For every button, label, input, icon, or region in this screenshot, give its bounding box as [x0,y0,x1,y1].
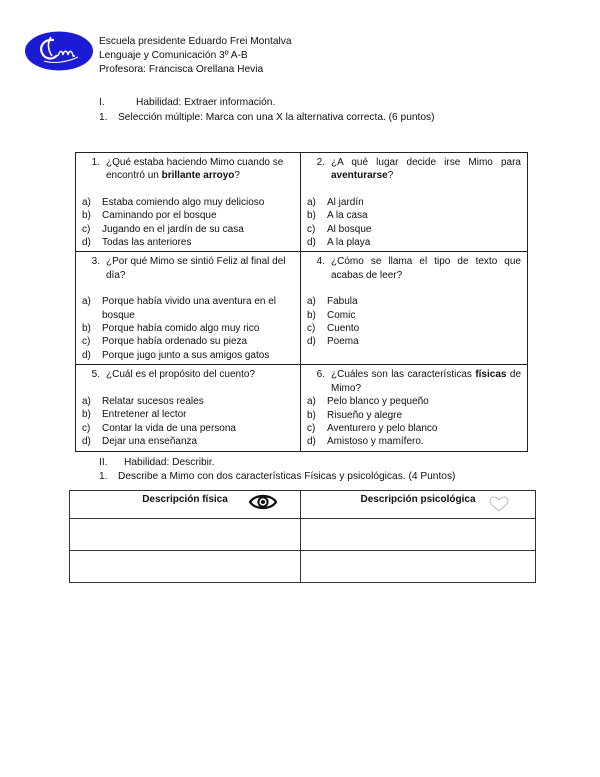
option-2b[interactable] [307,209,521,222]
option-letter: a) [82,296,91,308]
question-text-end: de Mimo? [331,369,522,394]
question-number: 1. [91,157,100,168]
option-text: Al jardín [327,196,364,208]
option-3c[interactable] [82,335,294,348]
option-letter: b) [82,210,91,222]
option-1b[interactable] [82,209,294,222]
section2-title: Habilidad: Describir. [124,457,215,468]
heart-icon [489,496,509,512]
section2-instruction: Describe a Mimo con dos características Físicas y psicológicas. (4 Puntos) [118,471,456,482]
option-letter: d) [307,237,316,249]
option-letter: d) [307,436,316,448]
question-1-cell [76,153,301,252]
option-5b[interactable] [82,408,294,421]
question-number: 6. [316,369,325,381]
psychological-description-header [301,491,536,519]
question-text: ¿Por qué Mimo se sintió Feliz al final del día? [106,256,286,281]
option-letter: b) [82,409,91,421]
option-letter: b) [307,210,316,222]
question-keyword: físicas [475,369,507,381]
option-4a[interactable] [307,295,521,308]
option-4c[interactable] [307,322,521,335]
question-text: ¿Cómo se llama el tipo de texto que acabas de leer? [331,256,521,281]
option-text: Todas las anteriores [102,237,192,249]
question-5-cell [76,365,301,451]
option-6a[interactable] [307,395,521,408]
option-text: Al bosque [327,223,372,235]
section2-item-number: 1. [99,471,108,482]
option-letter: c) [307,223,316,235]
option-2d[interactable] [307,236,521,249]
option-1d[interactable] [82,236,294,249]
option-5a[interactable] [82,395,294,408]
physical-answer-2[interactable] [70,551,301,583]
option-1a[interactable] [82,196,294,209]
option-text: Porque jugo junto a sus amigos gatos [102,349,270,361]
option-5c[interactable] [82,422,294,435]
question-6 [307,368,521,395]
option-3a[interactable] [82,295,294,322]
option-text: Estaba comiendo algo muy delicioso [102,196,265,208]
course-name: Lenguaje y Comunicación 3º A-B [99,50,248,61]
option-text: Cuento [327,323,360,335]
option-2a[interactable] [307,196,521,209]
option-letter: b) [307,409,316,421]
option-text: Caminando por el bosque [102,210,217,222]
psychological-answer-1[interactable] [301,519,536,551]
option-5d[interactable] [82,435,294,448]
question-keyword: aventurarse [331,170,388,182]
option-letter: a) [82,196,91,208]
option-1c[interactable] [82,223,294,236]
question-text: ¿Cuál es el propósito del cuento? [106,369,255,381]
option-text: A la casa [327,210,368,222]
question-number: 2. [316,157,325,168]
option-letter: a) [307,196,316,208]
section2-numeral: II. [99,457,108,468]
question-text: ¿A qué lugar decide irse Mimo para [331,157,521,168]
physical-answer-1[interactable] [70,519,301,551]
question-text-end: ? [387,170,394,182]
option-letter: d) [307,336,316,348]
option-text: Jugando en el jardín de su casa [102,223,244,235]
option-letter: a) [307,296,316,308]
question-text: ¿Cuáles son las características [331,369,476,381]
question-number: 3. [91,256,100,268]
option-letter: d) [82,237,91,249]
option-letter: b) [82,323,91,335]
psychological-answer-2[interactable] [301,551,536,583]
eye-icon [248,492,278,512]
question-2-cell [301,153,528,252]
description-table [69,490,536,583]
option-letter: c) [307,422,316,434]
option-text: Porque había comido algo muy rico [102,323,260,335]
option-4d[interactable] [307,335,521,348]
school-logo [24,31,94,71]
question-1 [82,156,294,183]
option-3d[interactable] [82,349,294,362]
option-text: Pelo blanco y pequeño [327,396,429,408]
option-text: Comic [327,309,356,321]
option-letter: a) [307,396,316,408]
option-text: Porque había ordenado su pieza [102,336,248,348]
option-3b[interactable] [82,322,294,335]
physical-description-label: Descripción física [142,494,228,505]
section1-item-number: 1. [99,112,108,123]
option-letter: c) [307,323,316,335]
school-name: Escuela presidente Eduardo Frei Montalva [99,36,292,47]
question-text-end: ? [234,170,240,182]
option-6d[interactable] [307,435,521,448]
teacher-name: Profesora: Francisca Orellana Hevia [99,64,264,75]
question-5 [82,368,294,381]
option-text: Amistoso y mamífero. [327,436,424,448]
question-4 [307,255,521,282]
option-text: A la playa [327,237,371,249]
question-number: 4. [316,256,325,268]
option-letter: c) [82,336,91,348]
option-2c[interactable] [307,223,521,236]
question-number: 5. [91,369,100,381]
section1-numeral: I. [99,97,105,108]
psychological-description-label: Descripción psicológica [360,494,476,505]
option-letter: a) [82,395,91,407]
option-letter: d) [82,435,91,447]
physical-description-header [70,491,301,519]
question-keyword: brillante arroyo [161,170,235,182]
option-text: Poema [327,336,359,348]
option-text: Contar la vida de una persona [102,422,236,434]
option-text: Aventurero y pelo blanco [327,422,438,434]
option-letter: d) [82,349,91,361]
option-text: Relatar sucesos reales [102,395,204,407]
option-letter: c) [82,422,91,434]
option-letter: b) [307,309,316,321]
option-text: Porque había vivido una aventura en el bosque [102,296,277,321]
question-3-cell [76,252,301,365]
question-4-cell [301,252,528,365]
questions-table [75,152,528,452]
section1-instruction: Selección múltiple: Marca con una X la alternativa correcta. (6 puntos) [118,112,435,123]
question-2 [307,156,521,183]
option-6b[interactable] [307,409,521,422]
option-text: Fabula [327,296,358,308]
option-letter: c) [82,223,91,235]
option-text: Dejar una enseñanza [102,435,198,447]
question-6-cell [301,365,528,451]
option-6c[interactable] [307,422,521,435]
option-4b[interactable] [307,309,521,322]
section1-title: Habilidad: Extraer información. [136,97,276,108]
question-3 [82,255,294,282]
question-text: ¿Qué estaba haciendo Mimo cuando se encontró un [106,157,284,182]
option-text: Risueño y alegre [327,409,403,421]
option-text: Entretener al lector [102,409,187,421]
